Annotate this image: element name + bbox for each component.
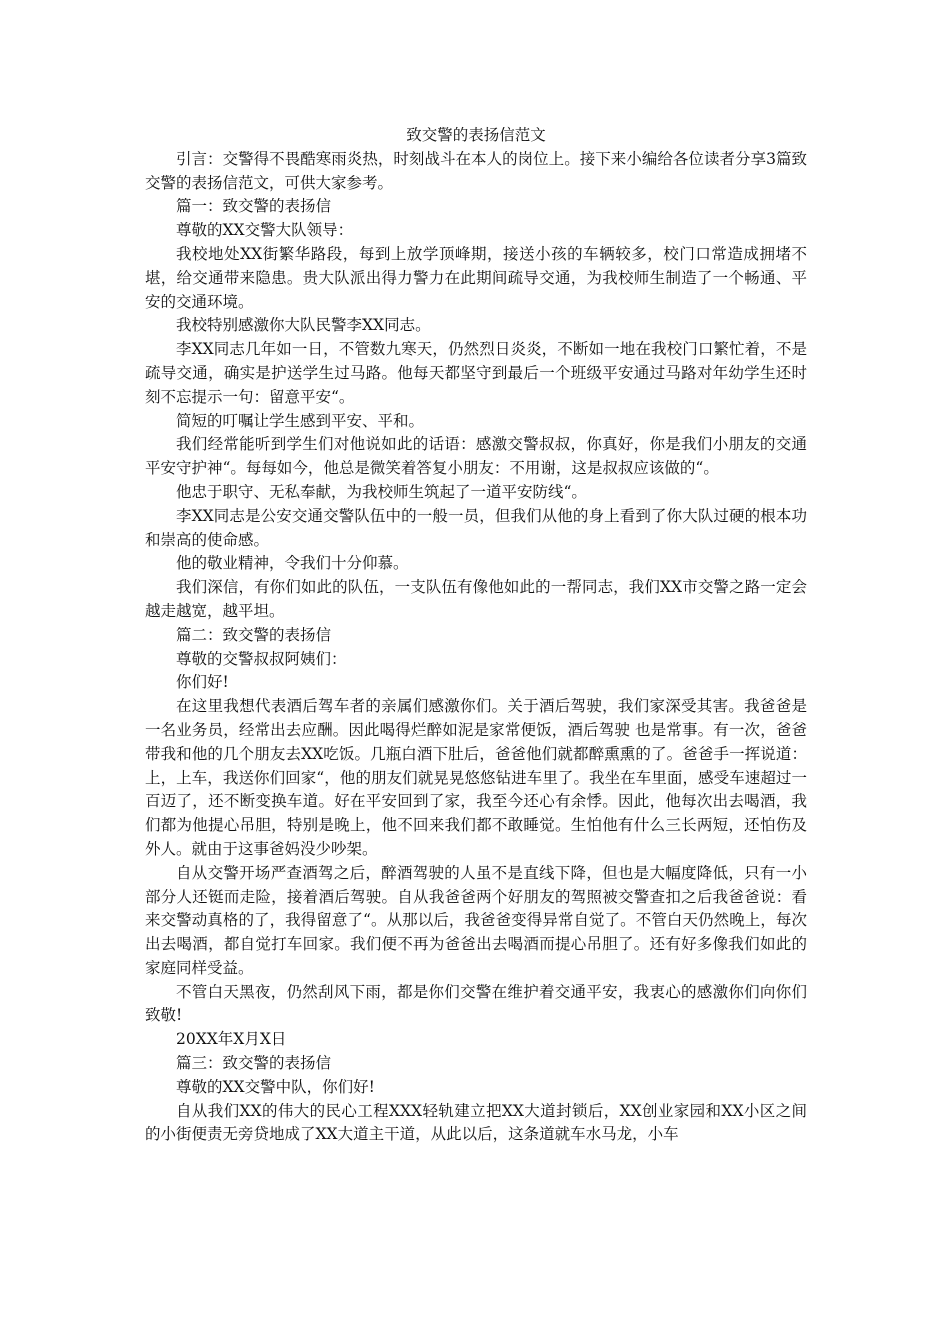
greeting: 你们好!	[176, 673, 229, 692]
intro-paragraph: 引言：交警得不畏酷寒雨炎热，时刻战斗在本人的岗位上。接下来小编给各位读者分享3篇致交警的表扬信范文，可供大家参考。	[145, 149, 807, 192]
document-page	[145, 124, 807, 1147]
body-paragraph: 我们经常能听到学生们对他说如此的话语：感激交警叔叔，你真好，你是我们小朋友的交通平安守护神“。每每如今，他总是微笑着答复小朋友：不用谢，这是叔叔应该做的“。	[145, 435, 807, 478]
section-heading-2: 篇二：致交警的表扬信	[176, 625, 332, 644]
section-heading-1: 篇一：致交警的表扬信	[176, 197, 332, 216]
body-paragraph: 自从我们XX的伟大的民心工程XXX轻轨建立把XX大道封锁后，XX创业家园和XX小区之间的小街便责无旁贷地成了XX大道主干道，从此以后，这条道就车水马龙，小车	[145, 1101, 807, 1144]
body-paragraph: 他忠于职守、无私奉献，为我校师生筑起了一道平安防线“。	[176, 482, 587, 501]
body-paragraph: 简短的叮嘱让学生感到平安、平和。	[176, 411, 425, 430]
salutation: 尊敬的XX交警中队，你们好!	[176, 1077, 375, 1096]
body-paragraph: 李XX同志是公安交通交警队伍中的一般一员，但我们从他的身上看到了你大队过硬的根本功和崇高的使命感。	[145, 506, 807, 549]
section-heading-3: 篇三：致交警的表扬信	[176, 1054, 332, 1073]
salutation: 尊敬的XX交警大队领导：	[176, 221, 354, 240]
body-paragraph: 在这里我想代表酒后驾车者的亲属们感激你们。关于酒后驾驶，我们家深受其害。我爸爸是一名业务员，经常出去应酬。因此喝得烂醉如泥是家常便饭，酒后驾驶 也是常事。有一次，爸爸带我和他的几个朋友去XX吃饭。几瓶白酒下肚后，爸爸他们就都醉熏熏的了。爸爸手一挥说道：上，上车，我送你们回家“，他的朋友们就晃晃悠悠钻进车里了。我坐在车里面，感受车速超过一百迈了，还不断变换车道。好在平安回到了家，我至今还心有余悸。因此，他每次出去喝酒，我们都为他提心吊胆，特别是晚上，他不回来我们都不敢睡觉。生怕他有什么三长两短，还怕伤及外人。就由于这事爸妈没少吵架。	[145, 697, 807, 858]
date-line: 20XX年X月X日	[176, 1030, 287, 1049]
body-paragraph: 我校特别感激你大队民警李XX同志。	[176, 316, 431, 335]
body-paragraph: 我们深信，有你们如此的队伍，一支队伍有像他如此的一帮同志，我们XX市交警之路一定会越走越宽，越平坦。	[145, 578, 807, 620]
body-paragraph: 他的敬业精神，令我们十分仰慕。	[176, 554, 409, 573]
salutation: 尊敬的交警叔叔阿姨们：	[176, 649, 347, 668]
body-paragraph: 我校地处XX街繁华路段，每到上放学顶峰期，接送小孩的车辆较多，校门口常造成拥堵不堪，给交通带来隐患。贵大队派出得力警力在此期间疏导交通，为我校师生制造了一个畅通、平安的交通环境。	[145, 244, 807, 311]
body-paragraph: 自从交警开场严查酒驾之后，醉酒驾驶的人虽不是直线下降，但也是大幅度降低，只有一小部分人还铤而走险，接着酒后驾驶。自从我爸爸两个好朋友的驾照被交警查扣之后我爸爸说：看来交警动真格的了，我得留意了“。从那以后，我爸爸变得异常自觉了。不管白天仍然晚上，每次出去喝酒，都自觉打车回家。我们便不再为爸爸出去喝酒而提心吊胆了。还有好多像我们如此的家庭同样受益。	[145, 863, 807, 977]
body-paragraph: 李XX同志几年如一日，不管数九寒天，仍然烈日炎炎，不断如一地在我校门口繁忙着，不是疏导交通，确实是护送学生过马路。他每天都坚守到最后一个班级平安通过马路对年幼学生还时刻不忘提示一句：留意平安“。	[145, 340, 807, 406]
document-title: 致交警的表扬信范文	[406, 126, 546, 144]
body-paragraph: 不管白天黑夜，仍然刮风下雨，都是你们交警在维护着交通平安，我衷心的感激你们向你们致敬!	[145, 982, 807, 1025]
